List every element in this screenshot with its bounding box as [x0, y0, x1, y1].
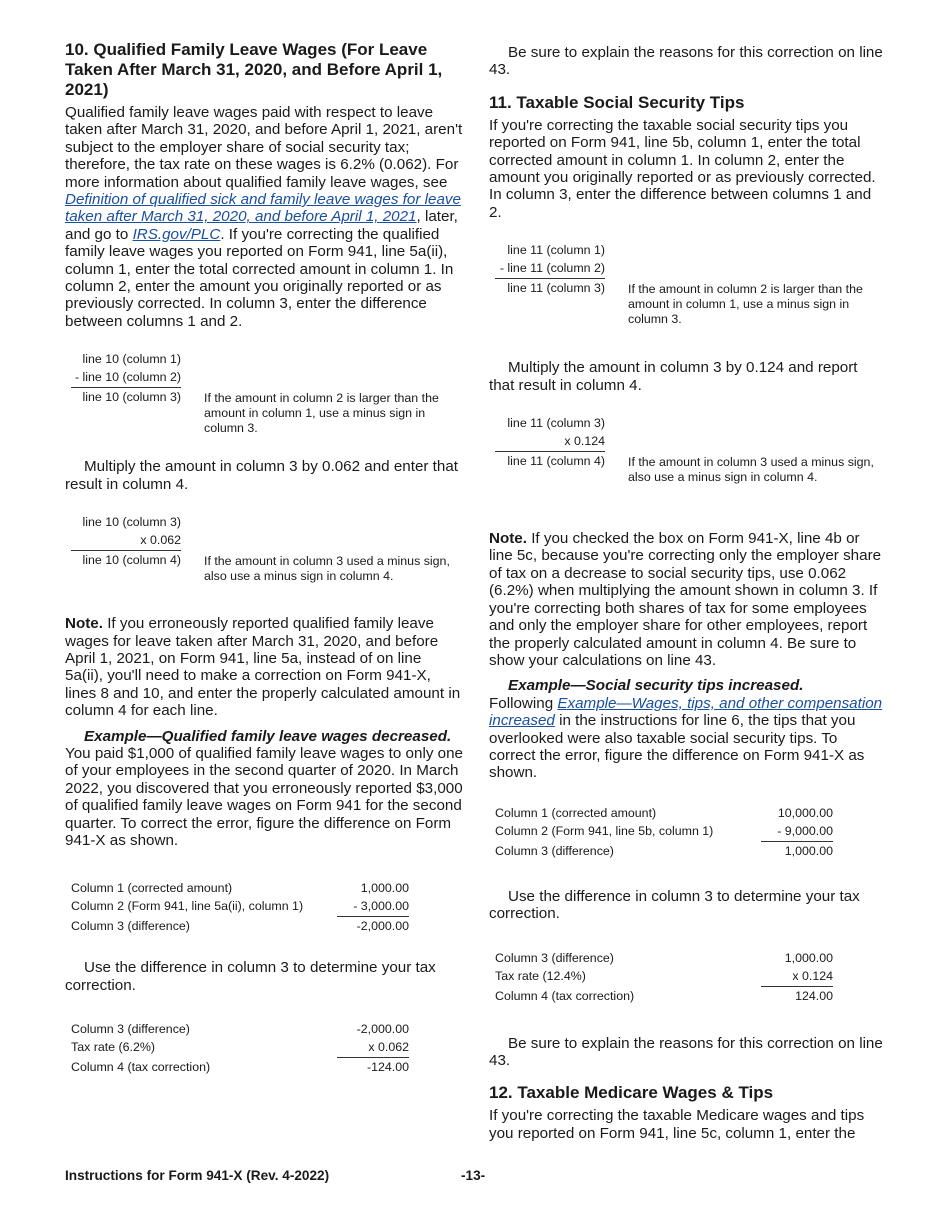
line10-tax-calc [65, 515, 463, 615]
note-paragraph: Note. If you erroneously reported qualified family leave wages for leave taken after March 31, 2020, and before April 1, 2021, on Form 941, line 5a, instead of on line 5a(ii), you'll need to make a correction on Form 941-X, lines 8 and 10, and enter the properly calculated amount in column 4 for each line. [65, 615, 461, 720]
irs-plc-link[interactable]: IRS.gov/PLC [132, 225, 221, 243]
table-value: -2,000.00 [356, 919, 409, 934]
example-title: Example—Qualified family leave wages decreased. [84, 727, 452, 745]
wages-tips-example-link[interactable]: Example—Wages, tips, and other compensation increased [489, 694, 883, 730]
section-11-title: 11. Taxable Social Security Tips [489, 92, 745, 112]
calc-rule [71, 387, 181, 388]
table-label: Tax rate (12.4%) [495, 968, 586, 983]
calc-note: If the amount in column 2 is larger than the amount in column 1, use a minus sign in column 3. [628, 282, 863, 327]
footer-form-title: Instructions for Form 941-X (Rev. 4-2022) [65, 1168, 330, 1183]
line11-tax-calc [489, 416, 887, 530]
table-rule [337, 916, 409, 917]
table-value: -124.00 [366, 1060, 409, 1075]
section-11-intro: If you're correcting the taxable social security tips you reported on Form 941, line 5b, column 1, enter the total corrected amount in column 1. In column 2, enter the amount you originally reported or as previously corrected. In column 3, enter the difference between columns 1 and 2. [489, 116, 876, 221]
table-value: x 0.062 [368, 1040, 409, 1055]
calc-line: line 11 (column 3) [507, 416, 605, 431]
example-paragraph: Example—Qualified family leave wages decreased. You paid $1,000 of qualified family leave wages to only one of your employees in the second quarter of 2020. In March 2022, you discovered that you erroneously reported $3,000 of qualified family leave wages on Form 941 for the second quarter. To correct the error, figure the difference on Form 941-X as shown. [65, 727, 463, 849]
multiply-instruction: Multiply the amount in column 3 by 0.124 and report that result in column 4. [489, 359, 858, 394]
table-label: Column 3 (difference) [495, 843, 614, 858]
calc-line: - line 11 (column 2) [499, 261, 605, 276]
tax-correction-table [65, 1014, 463, 1092]
calc-line: - line 10 (column 2) [74, 370, 181, 385]
table-rule [761, 841, 833, 842]
calc-result: line 10 (column 4) [82, 553, 181, 568]
multiply-instruction: Multiply the amount in column 3 by 0.062 and enter that result in column 4. [65, 458, 459, 493]
section-12-title: 12. Taxable Medicare Wages & Tips [489, 1083, 774, 1103]
calc-note: If the amount in column 2 is larger than the amount in column 1, use a minus sign in column 3. [204, 391, 439, 436]
calc-result: line 10 (column 3) [82, 390, 181, 405]
calc-line: line 10 (column 1) [82, 352, 181, 367]
table-label: Column 4 (tax correction) [71, 1060, 211, 1075]
table-label: Column 3 (difference) [71, 919, 190, 934]
table-label: Column 2 (Form 941, line 5b, column 1) [495, 823, 714, 838]
table-label: Column 3 (difference) [495, 950, 614, 965]
table-value: - 3,000.00 [353, 899, 409, 914]
calc-note: If the amount in column 3 used a minus sign, also use a minus sign in column 4. [628, 455, 874, 485]
right-column [489, 44, 887, 1142]
use-difference-instruction: Use the difference in column 3 to determine your tax correction. [489, 887, 860, 923]
section-10-title: 10. Qualified Family Leave Wages (For Leave Taken After March 31, 2020, and Before April 1, 2021) [65, 40, 443, 99]
section-10-intro: Qualified family leave wages paid with respect to leave taken after March 31, 2020, and before April 1, 2021, aren't subject to the employer share of social security tax; therefore, the tax rate on these wages is 6.2% (0.062). For more information about qualified family leave wages, see Definition of qualified sick and family leave wages for leave taken after March 31, 2020, and before April 1, 2021, later, and go to IRS.gov/PLC. If you're correcting the qualified family leave wages you reported on Form 941, line 5a(ii), column 1, enter the total corrected amount in column 1. In column 2, enter the amount you originally reported or as previously corrected. In column 3, enter the difference between columns 1 and 2. [65, 104, 463, 330]
calc-result: line 11 (column 4) [507, 454, 605, 469]
calc-rule [495, 451, 605, 452]
calc-line: x 0.124 [564, 434, 605, 449]
table-value: 124.00 [795, 988, 833, 1003]
example-paragraph [489, 677, 887, 694]
page-number: -13- [461, 1168, 486, 1183]
section-12-intro: If you're correcting the taxable Medicare wages and tips you reported on Form 941, line 5c, column 1, enter the [489, 1107, 865, 1142]
qualified-leave-definition-link[interactable]: Definition of qualified sick and family leave wages for leave taken after March 31, 2020, and before April 1, 2021 [65, 191, 461, 226]
table-value: - 9,000.00 [777, 823, 833, 838]
table-label: Column 2 (Form 941, line 5a(ii), column 1) [71, 899, 304, 914]
table-value: 10,000.00 [777, 805, 833, 820]
left-column [65, 40, 463, 1092]
example-text: Following Example—Wages, tips, and other compensation increased in the instructions for line 6, the tips that you overlooked were also taxable social security tips. To correct the error, figure the difference on Form 941-X as shown. [489, 694, 883, 782]
calc-line: line 11 (column 1) [507, 243, 605, 258]
table-value: 1,000.00 [784, 950, 833, 965]
line10-difference-calc [65, 352, 463, 458]
table-value: x 0.124 [792, 968, 833, 983]
table-value: 1,000.00 [784, 843, 833, 858]
calc-rule [71, 550, 181, 551]
calc-result: line 11 (column 3) [507, 281, 605, 296]
table-label: Tax rate (6.2%) [71, 1040, 156, 1055]
table-label: Column 4 (tax correction) [495, 988, 635, 1003]
line11-difference-calc [489, 243, 887, 359]
use-difference-instruction: Use the difference in column 3 to determine your tax correction. [65, 959, 436, 994]
table-label: Column 1 (corrected amount) [71, 881, 233, 896]
table-value: -2,000.00 [356, 1022, 409, 1037]
example-difference-table [489, 798, 887, 876]
explain-reasons-note: Be sure to explain the reasons for this correction on line 43. [489, 44, 883, 79]
table-label: Column 1 (corrected amount) [495, 805, 657, 820]
calc-line: x 0.062 [140, 533, 181, 548]
table-value: 1,000.00 [360, 881, 409, 896]
table-label: Column 3 (difference) [71, 1022, 190, 1037]
example-difference-table [65, 873, 463, 951]
example-title: Example—Social security tips increased. [508, 677, 804, 695]
table-rule [761, 986, 833, 987]
calc-note: If the amount in column 3 used a minus sign, also use a minus sign in column 4. [204, 554, 450, 584]
tax-correction-table [489, 943, 887, 1035]
explain-reasons-note: Be sure to explain the reasons for this correction on line 43. [489, 1034, 883, 1069]
calc-line: line 10 (column 3) [82, 515, 181, 530]
calc-rule [495, 278, 605, 279]
note-paragraph: Note. If you checked the box on Form 941-X, line 4b or line 5c, because you're correcting only the employer share of tax on a decrease to social security tips, use 0.062 (6.2%) when multiplying the amount shown in column 3. If you're correcting both shares of tax for some employees and only the employer share for other employees, report the properly calculated amount in column 4. Be sure to show your calculations on line 43. [489, 530, 882, 669]
table-rule [337, 1057, 409, 1058]
